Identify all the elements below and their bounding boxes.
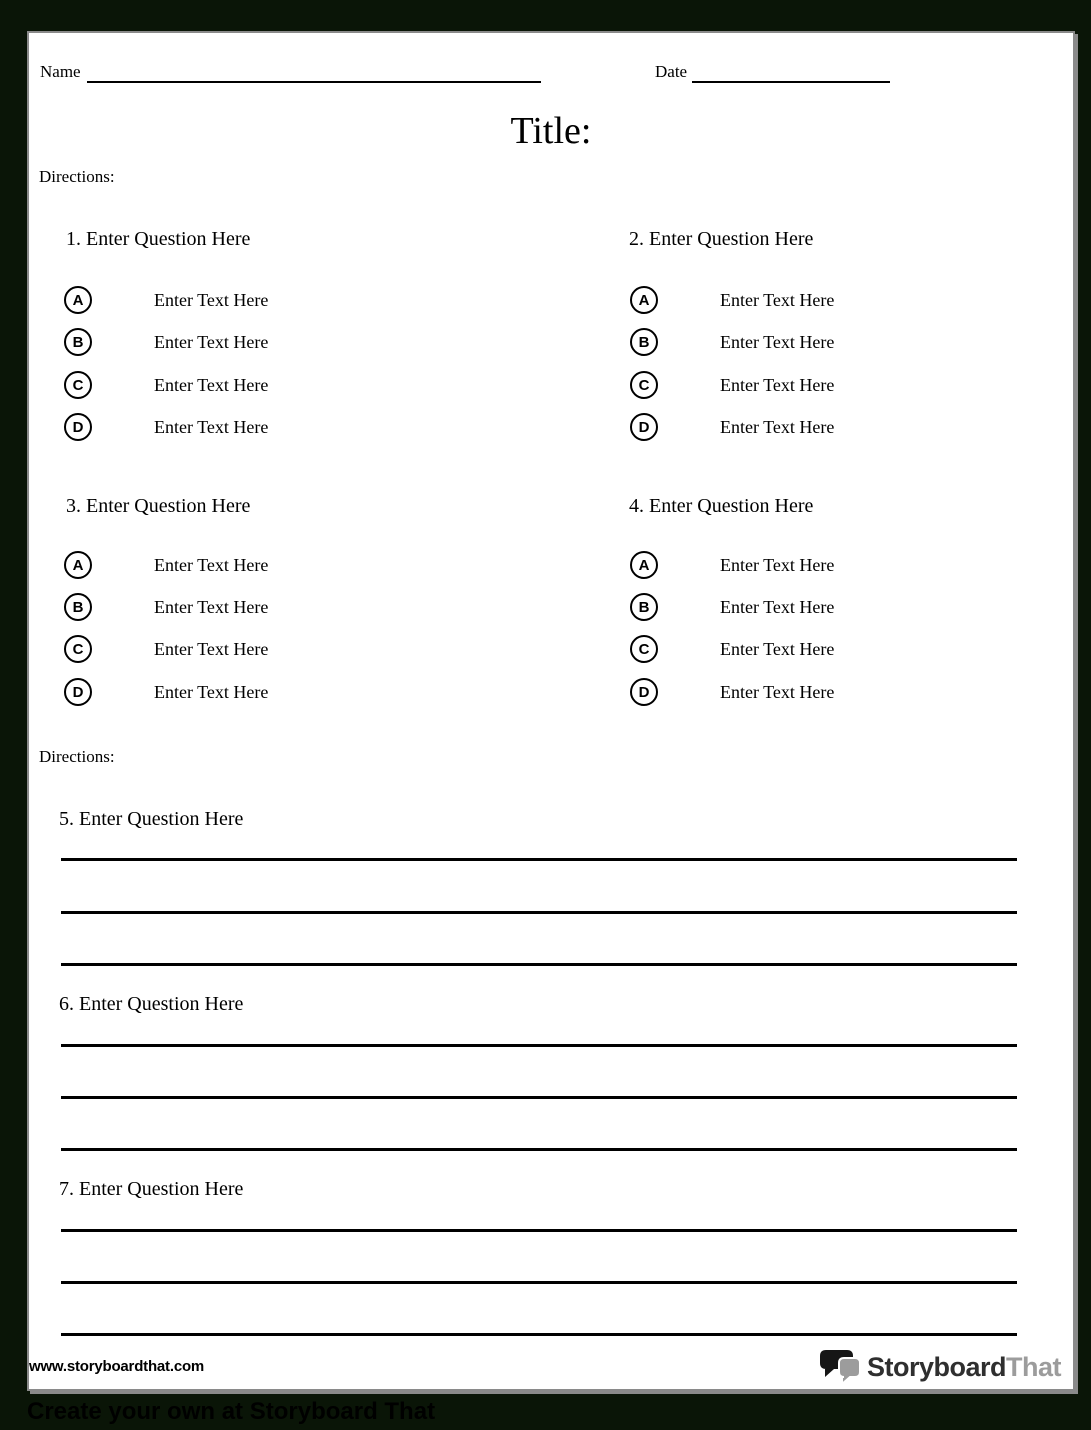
logo-text-storyboard: Storyboard bbox=[866, 1351, 1006, 1382]
date-line[interactable] bbox=[692, 81, 890, 83]
question-7-answer-line-3[interactable] bbox=[61, 1333, 1017, 1336]
choice-bubble-b[interactable]: B bbox=[64, 328, 92, 356]
choice-text[interactable]: Enter Text Here bbox=[154, 596, 269, 617]
choice-text[interactable]: Enter Text Here bbox=[154, 638, 269, 659]
question-5-answer-line-3[interactable] bbox=[61, 963, 1017, 966]
question-2-choice-a bbox=[630, 286, 834, 314]
question-5-label[interactable]: 5. Enter Question Here bbox=[59, 808, 244, 830]
question-1-choice-d bbox=[64, 413, 268, 441]
date-label: Date bbox=[655, 62, 688, 81]
question-3-choice-a bbox=[64, 551, 268, 579]
question-6-label[interactable]: 6. Enter Question Here bbox=[59, 993, 244, 1015]
choice-text[interactable]: Enter Text Here bbox=[154, 331, 269, 352]
choice-text[interactable]: Enter Text Here bbox=[720, 416, 835, 437]
speech-bubbles-icon bbox=[819, 1348, 861, 1386]
question-3-choice-c bbox=[64, 635, 268, 663]
question-4-choice-c bbox=[630, 635, 834, 663]
choice-text[interactable]: Enter Text Here bbox=[154, 416, 269, 437]
question-6-answer-line-3[interactable] bbox=[61, 1148, 1017, 1151]
question-2-choice-c bbox=[630, 371, 834, 399]
logo-wordmark bbox=[867, 1352, 1061, 1383]
question-5-answer-line-2[interactable] bbox=[61, 911, 1017, 914]
worksheet-title[interactable]: Title: bbox=[510, 110, 592, 152]
name-line[interactable] bbox=[87, 81, 541, 83]
directions-label-1: Directions: bbox=[39, 167, 115, 186]
worksheet-page bbox=[27, 31, 1075, 1391]
choice-bubble-c[interactable]: C bbox=[64, 371, 92, 399]
choice-bubble-c[interactable]: C bbox=[630, 635, 658, 663]
choice-bubble-c[interactable]: C bbox=[64, 635, 92, 663]
question-1-label[interactable]: 1. Enter Question Here bbox=[66, 228, 251, 250]
choice-bubble-d[interactable]: D bbox=[630, 413, 658, 441]
choice-text[interactable]: Enter Text Here bbox=[154, 374, 269, 395]
choice-bubble-c[interactable]: C bbox=[630, 371, 658, 399]
choice-bubble-a[interactable]: A bbox=[630, 286, 658, 314]
choice-bubble-a[interactable]: A bbox=[64, 286, 92, 314]
logo-text-that: That bbox=[1006, 1351, 1061, 1382]
choice-text[interactable]: Enter Text Here bbox=[154, 289, 269, 310]
choice-bubble-a[interactable]: A bbox=[630, 551, 658, 579]
question-5-answer-line-1[interactable] bbox=[61, 858, 1017, 861]
question-4-choice-b bbox=[630, 593, 834, 621]
question-1-choice-c bbox=[64, 371, 268, 399]
question-3-choice-b bbox=[64, 593, 268, 621]
choice-bubble-b[interactable]: B bbox=[630, 593, 658, 621]
name-label: Name bbox=[40, 62, 81, 81]
question-3-choice-d bbox=[64, 678, 268, 706]
directions-label-2: Directions: bbox=[39, 747, 115, 766]
choice-bubble-a[interactable]: A bbox=[64, 551, 92, 579]
choice-text[interactable]: Enter Text Here bbox=[720, 331, 835, 352]
question-2-choice-b bbox=[630, 328, 834, 356]
choice-text[interactable]: Enter Text Here bbox=[720, 554, 835, 575]
create-your-own-watermark: Create your own at Storyboard That bbox=[27, 1398, 436, 1425]
question-7-answer-line-2[interactable] bbox=[61, 1281, 1017, 1284]
question-7-label[interactable]: 7. Enter Question Here bbox=[59, 1178, 244, 1200]
choice-text[interactable]: Enter Text Here bbox=[154, 554, 269, 575]
choice-bubble-d[interactable]: D bbox=[64, 413, 92, 441]
question-6-answer-line-1[interactable] bbox=[61, 1044, 1017, 1047]
choice-bubble-d[interactable]: D bbox=[64, 678, 92, 706]
question-2-choice-d bbox=[630, 413, 834, 441]
choice-text[interactable]: Enter Text Here bbox=[720, 289, 835, 310]
choice-text[interactable]: Enter Text Here bbox=[154, 681, 269, 702]
choice-text[interactable]: Enter Text Here bbox=[720, 374, 835, 395]
question-4-label[interactable]: 4. Enter Question Here bbox=[629, 495, 814, 517]
choice-bubble-d[interactable]: D bbox=[630, 678, 658, 706]
choice-bubble-b[interactable]: B bbox=[630, 328, 658, 356]
storyboardthat-url: www.storyboardthat.com bbox=[29, 1358, 205, 1375]
question-4-choice-a bbox=[630, 551, 834, 579]
question-1-choice-a bbox=[64, 286, 268, 314]
question-2-label[interactable]: 2. Enter Question Here bbox=[629, 228, 814, 250]
choice-text[interactable]: Enter Text Here bbox=[720, 681, 835, 702]
storyboardthat-logo bbox=[819, 1348, 1061, 1386]
question-3-label[interactable]: 3. Enter Question Here bbox=[66, 495, 251, 517]
choice-bubble-b[interactable]: B bbox=[64, 593, 92, 621]
question-4-choice-d bbox=[630, 678, 834, 706]
question-6-answer-line-2[interactable] bbox=[61, 1096, 1017, 1099]
question-7-answer-line-1[interactable] bbox=[61, 1229, 1017, 1232]
choice-text[interactable]: Enter Text Here bbox=[720, 596, 835, 617]
choice-text[interactable]: Enter Text Here bbox=[720, 638, 835, 659]
question-1-choice-b bbox=[64, 328, 268, 356]
